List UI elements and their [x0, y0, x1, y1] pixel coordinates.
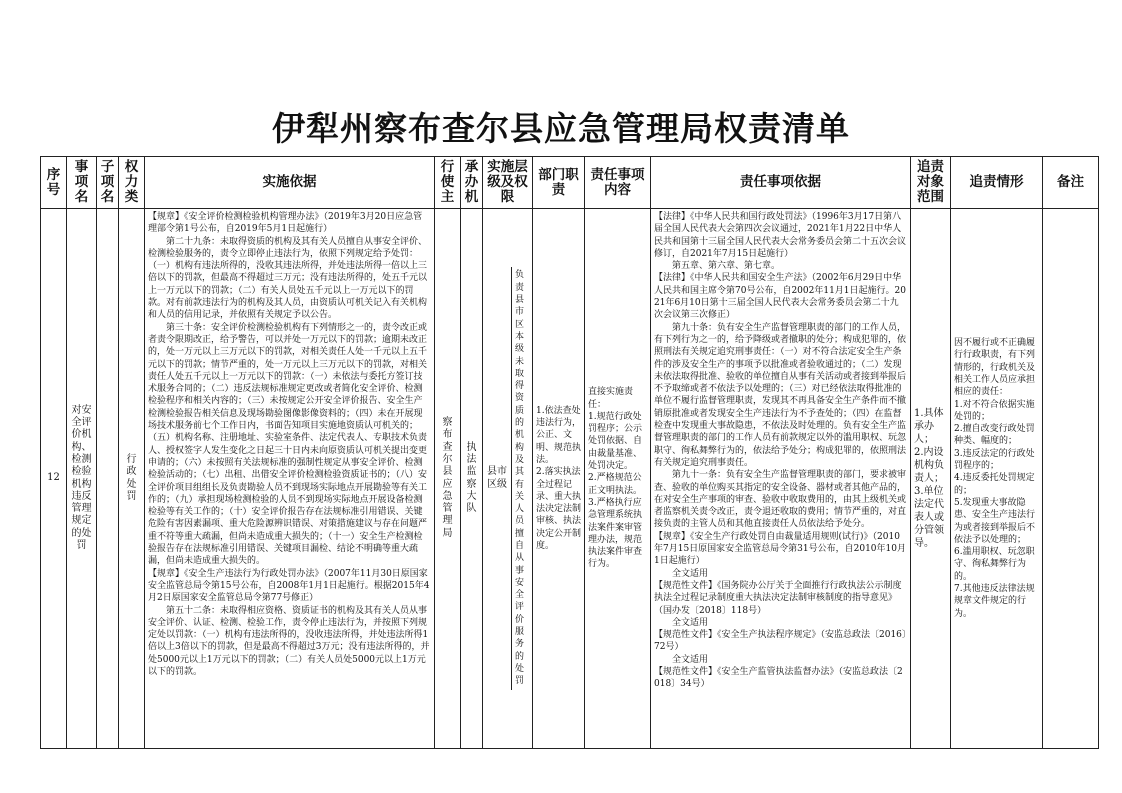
circumstance-item: 3.违反法定的行政处罚程序的；	[954, 448, 1035, 472]
row-scope-cell	[911, 209, 951, 749]
resp-basis-paragraph: 全文适用	[672, 568, 709, 579]
header-item: 事项名	[67, 157, 97, 209]
resp-basis-paragraph: 【法律】《中华人民共和国行政处罚法》（1996年3月17日第八届全国人民代表大会第四次会议通过，2021年1月22日中华人民共和国第十三届全国人民代表大会常务委员会第二十五次会议修订，自2021年7月15日起施行）	[654, 212, 907, 259]
resp-basis-paragraph: 第九十条：负有安全生产监督管理职责的部门的工作人员，有下列行为之一的，给予降级或者撤职的处分；构成犯罪的，依照刑法有关规定追究刑事责任：（一）对不符合法定安全生产条件的涉及安全生产的事项予以批准或者验收通过的；（二）发现未依法取得批准、验收的单位擅自从事有关活动或者接到举报后不予取缔或者不依法予以处理的；（三）对已经依法取得批准的单位不履行监督管理职责，发现其不再具备安全生产条件而不撤销原批准或者发现安全生产违法行为不予查处的；（四）在监督检查中发现重大事故隐患，不依法及时处理的。负有安全生产监督管理职责的部门的工作人员有前款规定以外的滥用职权、玩忽职守、徇私舞弊行为的，依法给予处分；构成犯罪的，依照刑法有关规定追究刑事责任。	[654, 322, 907, 468]
header-no: 序号	[41, 157, 67, 209]
header-row	[41, 157, 1099, 209]
resp-basis-paragraph: 全文适用	[672, 617, 709, 628]
resp-content-item: 2.落实执法全过程记录、重大执法决定法制审核、执法决定公开制度。	[536, 467, 582, 551]
header-circumstances: 追责情形	[951, 157, 1043, 209]
resp-basis-paragraph: 第五章、第六章、第七章。	[672, 261, 781, 272]
row-remark	[1043, 209, 1099, 749]
header-remark: 备注	[1043, 157, 1099, 209]
responsibility-table	[40, 156, 1099, 749]
row-level: 县市区级	[487, 466, 507, 490]
circumstance-item: 1.对不符合依据实施处罚的；	[954, 399, 1035, 422]
row-dept-duty-cell	[533, 209, 585, 749]
circumstance-item: 4.违反委托处罚规定的；	[954, 473, 1035, 496]
circumstance-item: 因不履行或不正确履行行政职责，有下列情形的，行政机关及相关工作人员应承担相应的责任：	[954, 338, 1036, 398]
basis-paragraph: 第三十条：安全评价检测检验机构有下列情形之一的，责令改正或者责令限期改正，给予警告，可以并处一万元以下的罚款；逾期未改正的，处一万元以上三万元以下的罚款，对相关责任人处一千元以上五千元以下的罚款；情节严重的，处一万元以上三万元以下的罚款，对相关责任人处五千元以上一万元以下的罚款：（一）未依法与委托方签订技术服务合同的；（二）违反法规标准规定更改或者简化安全评价、检测检验程序和相关内容的；（三）未按规定公开安全评价报告、安全生产检测检验报告相关信息及现场勘验图像影像资料的；（四）未在开展现场技术服务前七个工作日内，书面告知项目实施地资质认可机关的；（五）机构名称、注册地址、实验室条件、法定代表人、专职技术负责人、授权签字人发生变化之日起三十日内未向原资质认可机关提出变更申请的；（六）未按照有关法规标准的强制性规定从事安全评价、检测检验活动的；（七）出租、出借安全评价检测检验资质证书的；（八）安全评价项目组组长及负责勘验人员不到现场实际地点开展勘验等有关工作的；（九）承担现场检测检验的人员不到现场实际地点开展设备检测检验等有关工作的；（十）安全评价报告存在法规标准引用错误、关键危险有害因素漏项、重大危险源辨识错误、对策措施建议与存在问题严重不符等重大疏漏，但尚未造成重大损失的；（十一）安全生产检测检验报告存在法规标准引用错误、关键项目漏检、结论不明确等重大疏漏，但尚未造成重大损失的。	[148, 322, 428, 567]
circumstance-item: 5.发现重大事故隐患、安全生产违法行为或者接到举报后不依法予以处理的；	[954, 497, 1036, 545]
resp-basis-paragraph: 第九十一条：负有安全生产监督管理职责的部门，要求被审查、验收的单位购买其指定的安全设备、器材或者其他产品的，在对安全生产事项的审查、验收中收取费用的，由其上级机关或者监察机关责令改正，责令退还收取的费用；情节严重的，对直接负责的主管人员和其他直接责任人员依法给予处分。	[654, 470, 907, 530]
row-dept-duty-inner: 负责县市区本级未取得资质的机构及其有关人员擅自从事安全评价服务的处罚	[511, 267, 532, 689]
resp-content-item: 1.依法查处违法行为，公正、文明、规范执法。	[536, 405, 582, 465]
resp-basis-paragraph: 【规范性文件】《安全生产监管执法监督办法》（安监总政法〔2018〕34号）	[654, 666, 903, 690]
header-basis: 实施依据	[145, 157, 435, 209]
header-scope: 追责对象范围	[911, 157, 951, 209]
header-subitem: 子项名	[97, 157, 119, 209]
resp-content2-item: 2.严格规范公正文明执法。	[588, 473, 643, 496]
header-undertaker: 承办机	[461, 157, 483, 209]
header-dept-duty: 部门职责	[533, 157, 585, 209]
circumstance-item: 2.擅自改变行政处罚种类、幅度的；	[954, 424, 1035, 447]
resp-basis-paragraph: 【规范性文件】《安全生产执法程序规定》（安监总政法〔2016〕72号）	[654, 630, 907, 653]
circumstance-item: 6.滥用职权、玩忽职守、徇私舞弊行为的。	[954, 547, 1035, 582]
row-basis-cell	[145, 209, 435, 749]
basis-paragraph: 第二十九条：未取得资质的机构及其有关人员擅自从事安全评价、检测检验服务的，责令立即停止违法行为，依照下列规定给予处罚：（一）机构有违法所得的，没收其违法所得，并处违法所得一倍以上三倍以下的罚款，但最高不得超过三万元；没有违法所得的，处五千元以上一万元以下的罚款；（二）有关人员处五千元以上一万元以下的罚款。对有前款违法行为的机构及其人员，由资质认可机关记入有关机构和人员的信用记录，并依照有关规定予以公告。	[148, 236, 428, 321]
resp-basis-paragraph: 【法律】《中华人民共和国安全生产法》（2002年6月29日中华人民共和国主席令第70号公布，自2002年11月1日起施行。2021年6月10日第十三届全国人民代表大会常务委员会第二十九次会议第三次修正）	[654, 273, 906, 321]
row-level-cell	[483, 209, 533, 749]
basis-paragraph: 第五十二条：未取得相应资格、资质证书的机构及其有关人员从事安全评价、认证、检测、检验工作，责令停止违法行为，并按照下列规定处以罚款：（一）机构有违法所得的，没收违法所得，并处违法所得1倍以上3倍以下的罚款，但是最高不得超过3万元；没有违法所得的，并处5000元以上1万元以下的罚款；（二）有关人员处5000元以上1万元以下的罚款。	[148, 605, 430, 677]
row-item: 对安全评价机构、检测检验机构违反管理规定的处罚	[67, 209, 97, 749]
resp-basis-paragraph: 【规章】《安全生产行政处罚自由裁量适用规则(试行)》（2010年7月15日原国家安全监管总局令第31号公布，自2010年10月1日起施行）	[654, 531, 906, 567]
row-resp-content-cell	[585, 209, 651, 749]
row-no: 12	[41, 209, 67, 749]
row-subitem	[97, 209, 119, 749]
resp-basis-paragraph: 全文适用	[672, 654, 709, 665]
resp-basis-paragraph: 【规范性文件】《国务院办公厅关于全面推行行政执法公示制度执法全过程记录制度重大执法决定法制审核制度的指导意见》（国办发〔2018〕118号）	[654, 580, 902, 616]
basis-paragraph: 【规章】《安全评价检测检验机构管理办法》（2019年3月20日应急管理部令第1号公布，自2019年5月1日起施行）	[148, 212, 423, 235]
row-circumstances-cell	[951, 209, 1043, 749]
resp-content2-item: 3.严格执行应急管理系统执法案件案审管理办法，规范执法案件审查行为。	[588, 497, 643, 570]
table-row	[41, 209, 1099, 749]
resp-content2-item: 1.规范行政处罚程序；公示处罚依据、自由裁量基准、处罚决定。	[588, 411, 643, 472]
scope-item: 1.具体承办人；	[914, 408, 944, 445]
row-undertaker: 执法监察大队	[461, 209, 483, 749]
header-power-type: 权力类	[119, 157, 145, 209]
row-subject: 察布查尔县应急管理局	[435, 209, 461, 749]
row-power-type: 行政处罚	[119, 209, 145, 749]
header-resp-content: 责任事项内容	[585, 157, 651, 209]
scope-item: 2.内设机构负责人；	[914, 447, 944, 484]
header-level: 实施层级及权限	[483, 157, 533, 209]
header-resp-basis: 责任事项依据	[651, 157, 911, 209]
page-title: 伊犁州察布查尔县应急管理局权责清单	[272, 109, 850, 148]
row-resp-basis-cell	[651, 209, 911, 749]
header-subject: 行使主	[435, 157, 461, 209]
circumstance-item: 7.其他违反法律法规规章文件规定的行为。	[954, 584, 1035, 619]
basis-paragraph: 【规章】《安全生产违法行为行政处罚办法》（2007年11月30日原国家安全监管总局令第15号公布，自2008年1月1日起施行。根据2015年4月2日原国家安全监管总局令第77号修正）	[148, 568, 430, 604]
scope-item: 3.单位法定代表人或分管领导。	[914, 486, 944, 549]
resp-content2-item: 直接实施责任：	[588, 387, 634, 410]
